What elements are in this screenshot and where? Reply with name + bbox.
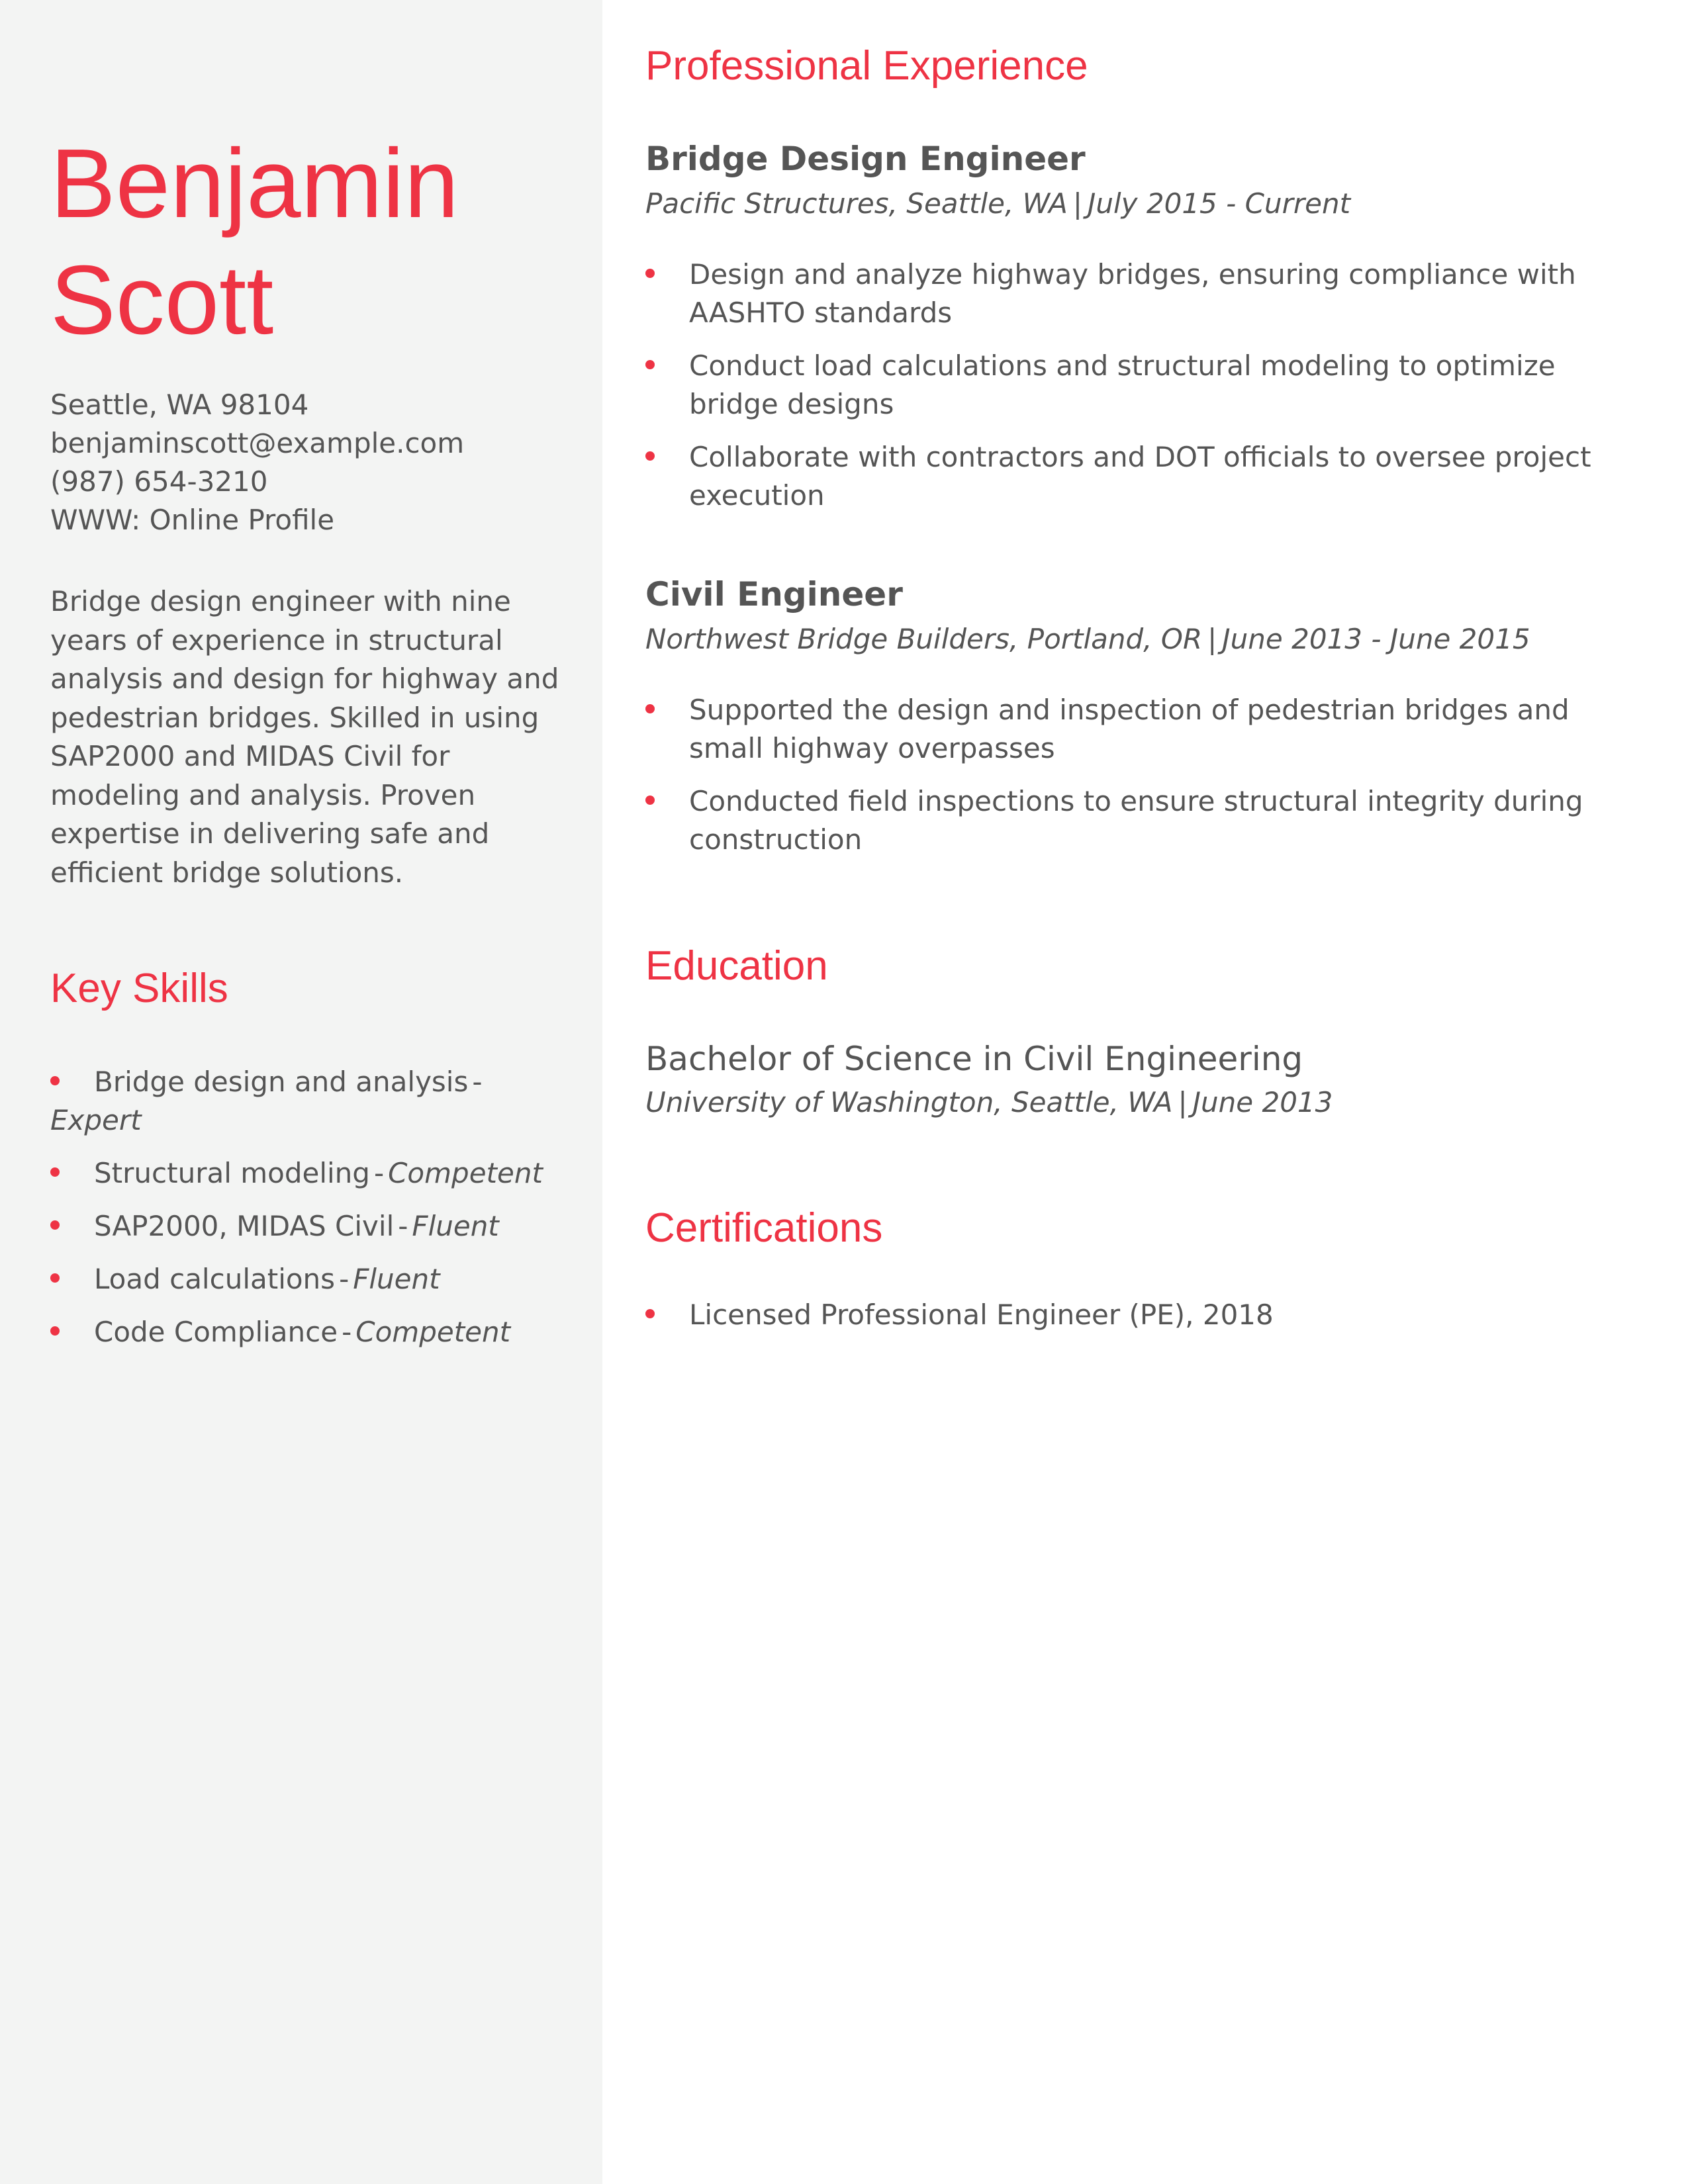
skill-level: Competent xyxy=(355,1316,511,1348)
job-meta xyxy=(645,185,1350,222)
skill-separator: - xyxy=(342,1316,352,1348)
job-bullet xyxy=(645,255,1612,332)
graduation-date: June 2013 xyxy=(1192,1086,1333,1118)
certification-item xyxy=(645,1296,1612,1334)
skills-list xyxy=(50,1063,567,1366)
bullet-dot-icon xyxy=(645,269,655,278)
bullet-dot-icon xyxy=(645,796,655,805)
experience-heading: Professional Experience xyxy=(645,43,1088,89)
candidate-name xyxy=(50,126,580,359)
main-column xyxy=(602,0,1688,2184)
job-bullet xyxy=(645,782,1612,859)
certifications-list xyxy=(645,1296,1612,1349)
job-bullet xyxy=(645,438,1612,515)
bullet-dot-icon xyxy=(645,704,655,713)
job-bullet xyxy=(645,347,1612,424)
degree-title: Bachelor of Science in Civil Engineering xyxy=(645,1040,1303,1078)
job-bullet-text: Collaborate with contractors and DOT officials to oversee project execution xyxy=(689,441,1591,512)
job-title: Civil Engineer xyxy=(645,575,903,614)
job-bullet-text: Supported the design and inspection of pedestrian bridges and small highway overpasses xyxy=(689,694,1570,764)
skill-item xyxy=(50,1063,567,1140)
skill-level: Expert xyxy=(50,1104,142,1136)
skill-separator: - xyxy=(472,1066,483,1098)
skills-heading: Key Skills xyxy=(50,966,228,1011)
skill-name: Structural modeling xyxy=(94,1157,370,1189)
skill-level: Fluent xyxy=(353,1263,440,1295)
sidebar xyxy=(0,0,602,2184)
first-name: Benjamin xyxy=(50,129,459,238)
bullet-dot-icon xyxy=(645,451,655,461)
job-company: Northwest Bridge Builders, Portland, OR xyxy=(645,623,1203,655)
last-name: Scott xyxy=(50,246,274,355)
bullet-dot-icon xyxy=(50,1273,60,1283)
skill-name: Load calculations xyxy=(94,1263,336,1295)
education-meta xyxy=(645,1084,1333,1121)
skill-item xyxy=(50,1207,567,1246)
bullet-dot-icon xyxy=(645,360,655,369)
job-title: Bridge Design Engineer xyxy=(645,140,1086,178)
profile-summary: Bridge design engineer with nine years of experience in structural analysis and design for highway and pedestrian bridges. Skilled in using SAP2000 and MIDAS Civil for modeling and analysis. Proven expertise in delivering safe and efficient bridge solutions. xyxy=(50,585,559,889)
contact-email[interactable]: benjaminscott@example.com xyxy=(50,427,465,459)
skill-name: SAP2000, MIDAS Civil xyxy=(94,1210,395,1242)
job-company: Pacific Structures, Seattle, WA xyxy=(645,187,1068,220)
certifications-heading: Certifications xyxy=(645,1205,883,1251)
skill-level: Competent xyxy=(388,1157,543,1189)
job-bullet-text: Conducted field inspections to ensure structural integrity during construction xyxy=(689,785,1583,856)
skill-item xyxy=(50,1154,567,1193)
job-dates: July 2015 - Current xyxy=(1088,187,1351,220)
skill-name: Code Compliance xyxy=(94,1316,338,1348)
contact-website[interactable]: WWW: Online Profile xyxy=(50,504,335,536)
bullet-dot-icon xyxy=(645,1309,655,1318)
job-meta xyxy=(645,621,1530,658)
meta-separator: | xyxy=(1178,1086,1188,1118)
job-bullet-text: Design and analyze highway bridges, ensuring compliance with AASHTO standards xyxy=(689,258,1576,329)
job-bullets xyxy=(645,255,1612,529)
contact-phone: (987) 654-3210 xyxy=(50,465,268,498)
bullet-dot-icon xyxy=(50,1076,60,1085)
contact-info xyxy=(50,386,464,539)
certification-text: Licensed Professional Engineer (PE), 2018 xyxy=(689,1298,1274,1331)
job-bullet xyxy=(645,691,1612,768)
skill-level: Fluent xyxy=(412,1210,499,1242)
bullet-dot-icon xyxy=(50,1326,60,1336)
skill-separator: - xyxy=(398,1210,408,1242)
skill-name: Bridge design and analysis xyxy=(94,1066,469,1098)
skill-separator: - xyxy=(339,1263,350,1295)
meta-separator: | xyxy=(1207,623,1217,655)
bullet-dot-icon xyxy=(50,1220,60,1230)
meta-separator: | xyxy=(1072,187,1082,220)
job-bullet-text: Conduct load calculations and structural modeling to optimize bridge designs xyxy=(689,349,1556,420)
school-name: University of Washington, Seattle, WA xyxy=(645,1086,1173,1118)
contact-location: Seattle, WA 98104 xyxy=(50,388,309,421)
skill-separator: - xyxy=(373,1157,385,1189)
bullet-dot-icon xyxy=(50,1167,60,1177)
skill-item xyxy=(50,1313,567,1351)
job-dates: June 2013 - June 2015 xyxy=(1222,623,1530,655)
education-heading: Education xyxy=(645,943,828,989)
job-bullets xyxy=(645,691,1612,874)
skill-item xyxy=(50,1260,567,1298)
